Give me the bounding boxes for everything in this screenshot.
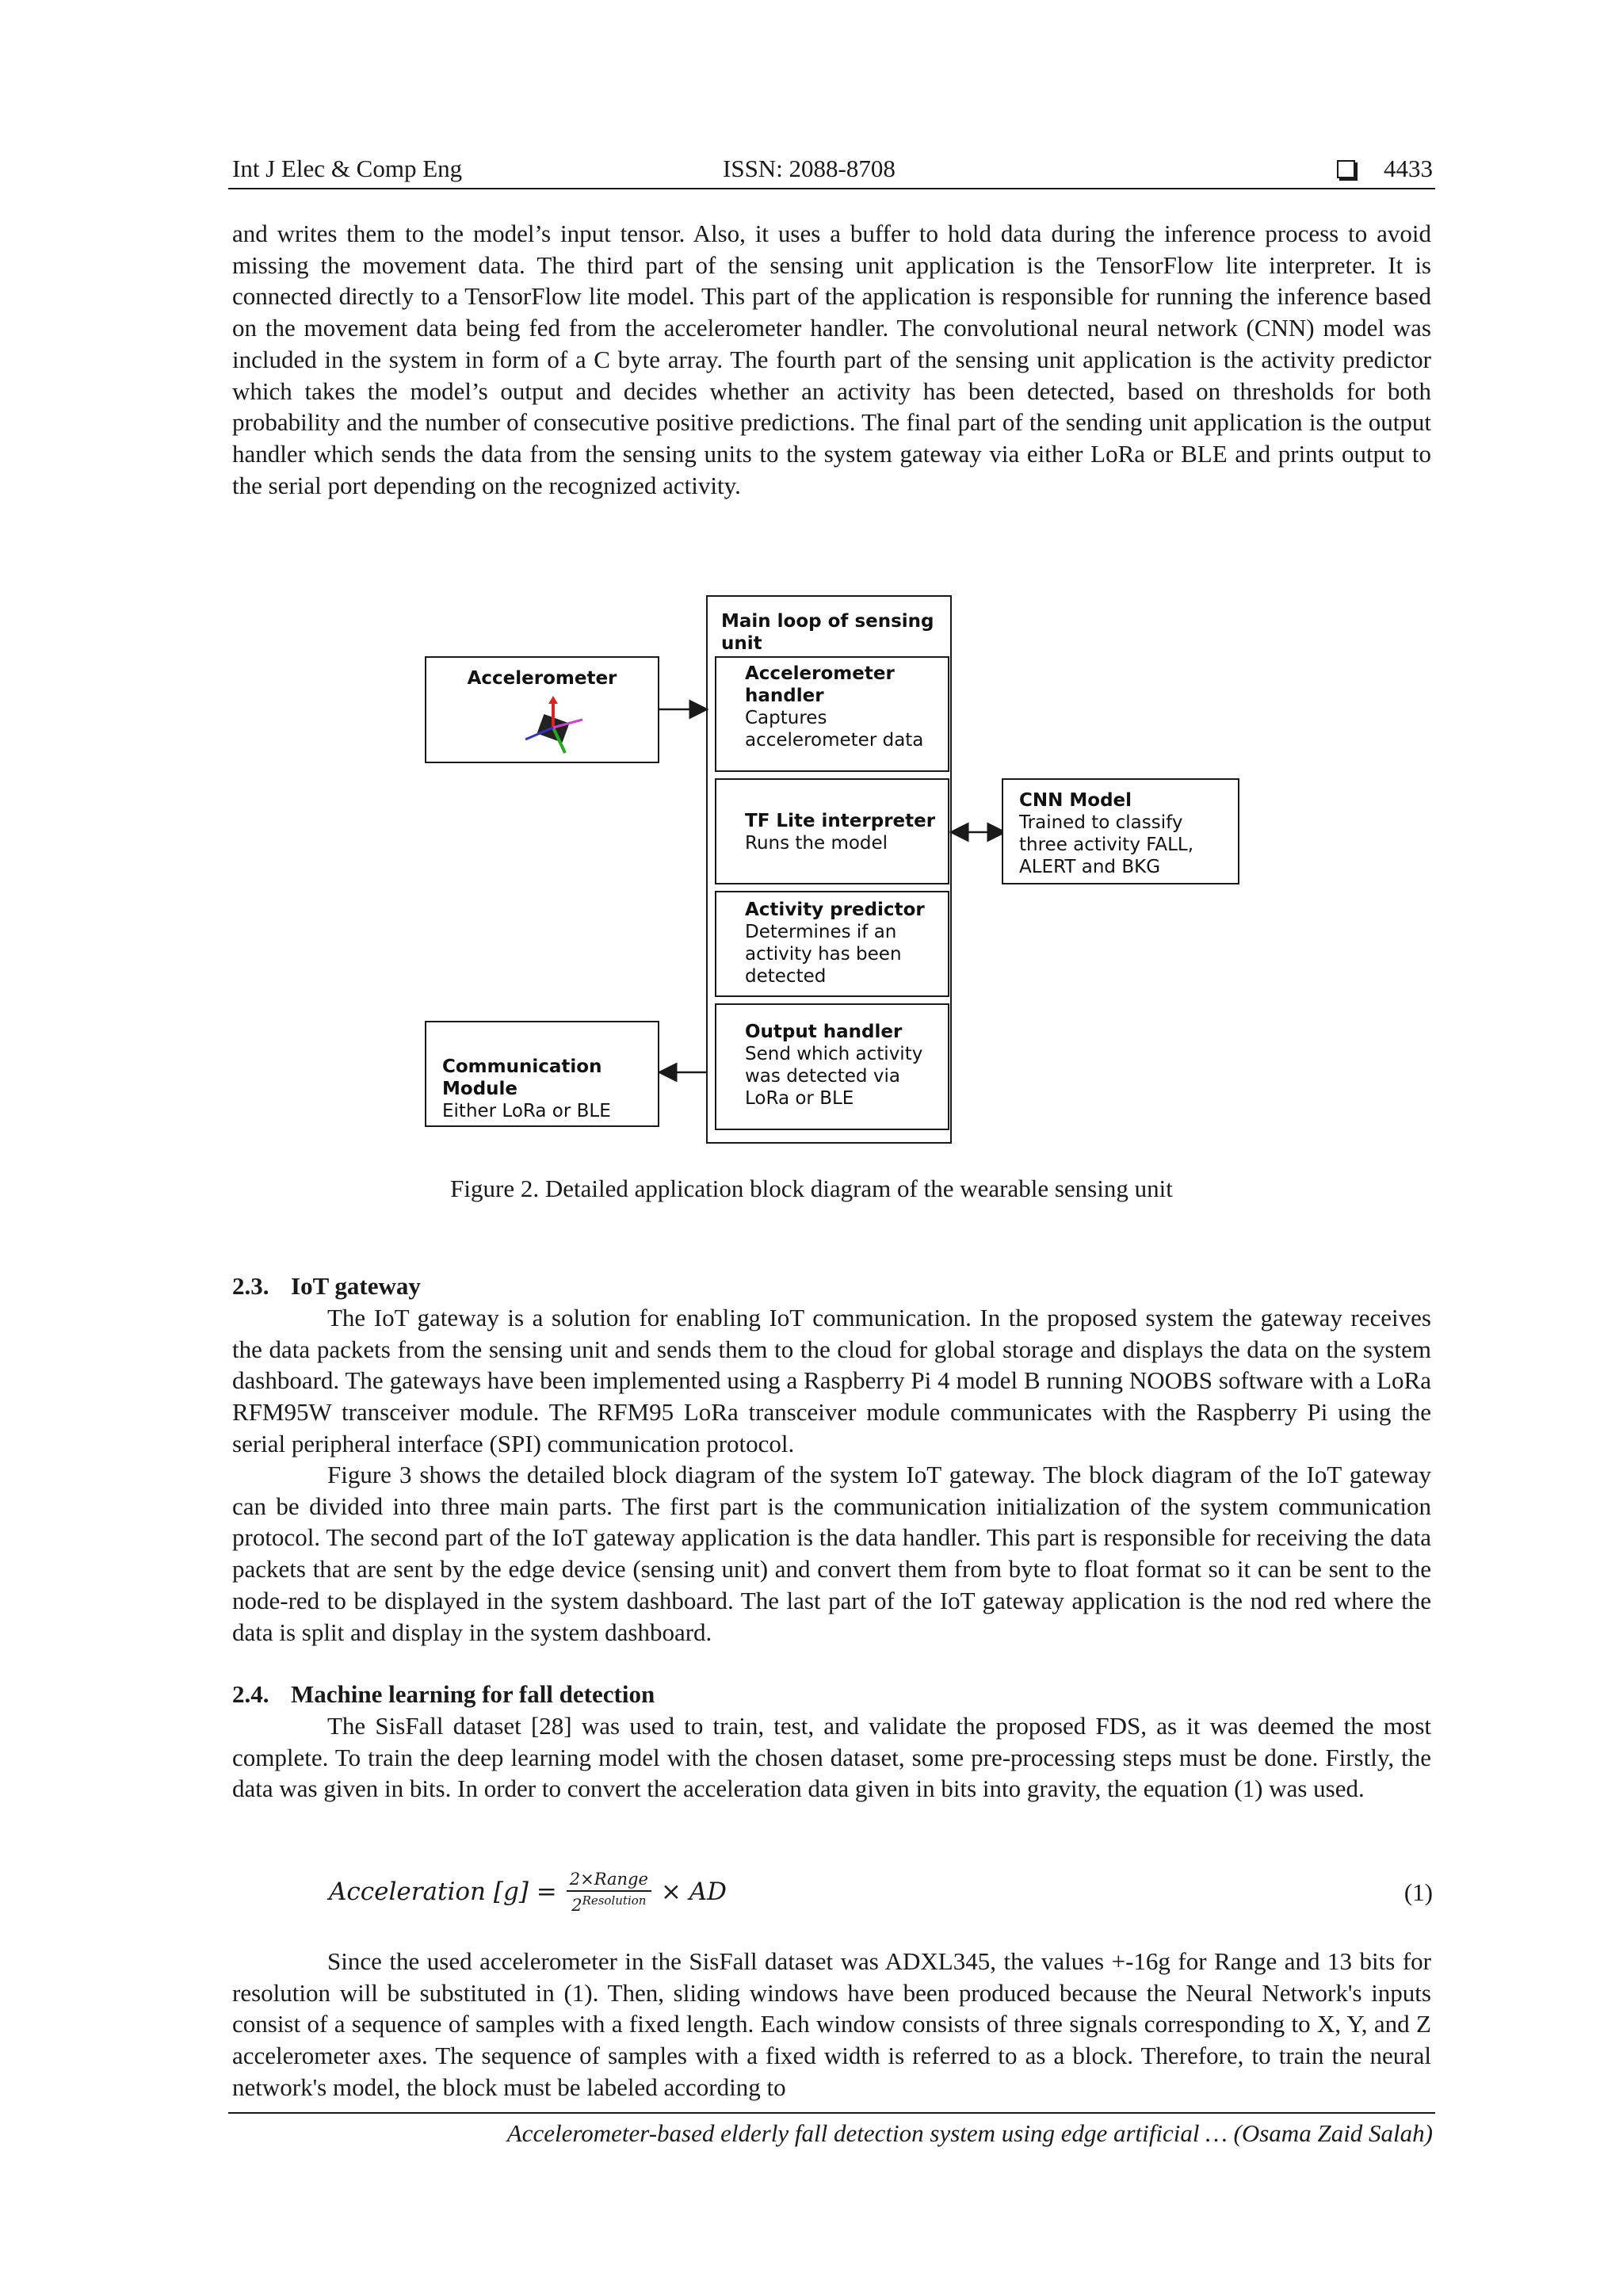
equation-denominator-exponent: Resolution: [582, 1893, 647, 1908]
section-number: 2.3.: [232, 1272, 269, 1300]
communication-module-box: [425, 1021, 659, 1127]
section-heading-2-4: [232, 1679, 655, 1710]
equation-denominator-base: 2: [571, 1895, 582, 1915]
page-number: 4433: [1384, 155, 1433, 182]
section-title: Machine learning for fall detection: [291, 1680, 655, 1708]
equation-rhs: × AD: [660, 1878, 727, 1906]
checkbox-square-icon: [1337, 160, 1355, 178]
paragraph-ml-2: Since the used accelerometer in the SisFall dataset was ADXL345, the values +-16g for Range and 13 bits for resolution will be substituted in (1). Then, sliding windows have been produced because the Neural Network's inputs consist of a sequence of samples with a fixed length. Each window consists of three signals corresponding to X, Y, and Z accelerometer axes. The sequence of samples with a fixed width is referred to as a block. Therefore, to train the neural network's model, the block must be labeled according to: [232, 1947, 1431, 2101]
section-heading-2-3: [232, 1270, 421, 1302]
equation-1: [329, 1864, 727, 1920]
activity-predictor-box: [715, 891, 949, 997]
paragraph-iot-gateway-2: Figure 3 shows the detailed block diagram of the system IoT gateway. The block diagram of the IoT gateway can be divided into three main parts. The first part is the communication initialization of the system communication protocol. The second part of the IoT gateway application is the data handler. This part is responsible for receiving the data packets that are sent by the edge device (sensing unit) and convert them from byte to float format so it can be sent to the node-red to be displayed in the system dashboard. The last part of the IoT gateway application is the nod red where the data is split and display in the system dashboard.: [232, 1461, 1431, 1646]
equation-denominator: [571, 1892, 646, 1915]
accelerometer-title: Accelerometer: [467, 668, 617, 689]
paragraph-iot-gateway-1: The IoT gateway is a solution for enabling IoT communication. In the proposed system the gateway receives the data packets from the sensing unit and sends them to the cloud for global storage and displays the data on the system dashboard. The gateways have been implemented using a Raspberry Pi 4 model B running NOOBS software with a LoRa RFM95W transceiver module. The RFM95 LoRa transceiver module communicates with the Raspberry Pi using the serial peripheral interface (SPI) communication protocol.: [232, 1304, 1431, 1457]
cnn-model-title: CNN Model: [1019, 790, 1132, 811]
cnn-model-box: [1002, 778, 1239, 884]
accelerometer-handler-box: [715, 656, 949, 772]
paragraph-intro: and writes them to the model’s input tensor. Also, it uses a buffer to hold data during the inference process to avoid missing the movement data. The third part of the sensing unit application is the TensorFlow lite interpreter. It is connected directly to a TensorFlow lite model. This part of the application is responsible for running the inference based on the movement data being fed from the accelerometer handler. The convolutional neural network (CNN) model was included in the system in form of a C byte array. The fourth part of the sensing unit application is the activity predictor which takes the model’s output and decides whether an activity has been detected, based on thresholds for both probability and the number of consecutive positive predictions. The final part of the sending unit application is the output handler which sends the data from the sensing units to the system gateway via either LoRa or BLE and prints output to the serial port depending on the recognized activity.: [232, 220, 1431, 499]
accelerometer-box: [425, 656, 659, 763]
equation-lhs: Acceleration [g] =: [329, 1878, 557, 1906]
main-loop-title: Main loop of sensing unit: [721, 611, 934, 654]
equation-numerator: 2×Range: [567, 1870, 651, 1892]
activity-predictor-title: Activity predictor: [745, 900, 925, 920]
equation-fraction: [567, 1870, 651, 1915]
equation-number: (1): [1403, 1878, 1433, 1906]
activity-predictor-desc: Determines if an activity has been detected: [745, 922, 902, 987]
footer-rule: [228, 2112, 1435, 2114]
running-footer: Accelerometer-based elderly fall detection system using edge artificial … (Osama Zaid Salah): [506, 2119, 1433, 2147]
journal-name: Int J Elec & Comp Eng: [232, 155, 463, 182]
accelerometer-handler-title: Accelerometer handler: [745, 663, 895, 706]
issn: ISSN: 2088-8708: [723, 155, 896, 182]
header-rule: [228, 188, 1435, 189]
tf-lite-title: TF Lite interpreter: [745, 811, 936, 831]
figure-caption: Figure 2. Detailed application block diagram of the wearable sensing unit: [450, 1175, 1173, 1202]
communication-module-desc: Either LoRa or BLE: [442, 1101, 611, 1121]
output-handler-title: Output handler: [745, 1022, 903, 1042]
output-handler-desc: Send which activity was detected via LoRa or BLE: [745, 1044, 923, 1109]
cnn-model-desc: Trained to classify three activity FALL, ALERT and BKG: [1019, 812, 1194, 877]
tf-lite-desc: Runs the model: [745, 833, 888, 854]
tf-lite-box: [715, 778, 949, 884]
section-number: 2.4.: [232, 1680, 269, 1708]
paragraph-ml-1: The SisFall dataset [28] was used to train, test, and validate the proposed FDS, as it was deemed the most complete. To train the deep learning model with the chosen dataset, some pre-processing steps must be done. Firstly, the data was given in bits. In order to convert the acceleration data given in bits into gravity, the equation (1) was used.: [232, 1712, 1431, 1803]
page-number-group: [1337, 153, 1433, 185]
block-diagram: [420, 594, 1244, 1149]
accelerometer-chip-icon: [517, 696, 589, 759]
section-title: IoT gateway: [291, 1272, 421, 1300]
communication-module-title: Communication Module: [442, 1056, 602, 1099]
output-handler-box: [715, 1003, 949, 1130]
accelerometer-handler-desc: Captures accelerometer data: [745, 708, 924, 751]
